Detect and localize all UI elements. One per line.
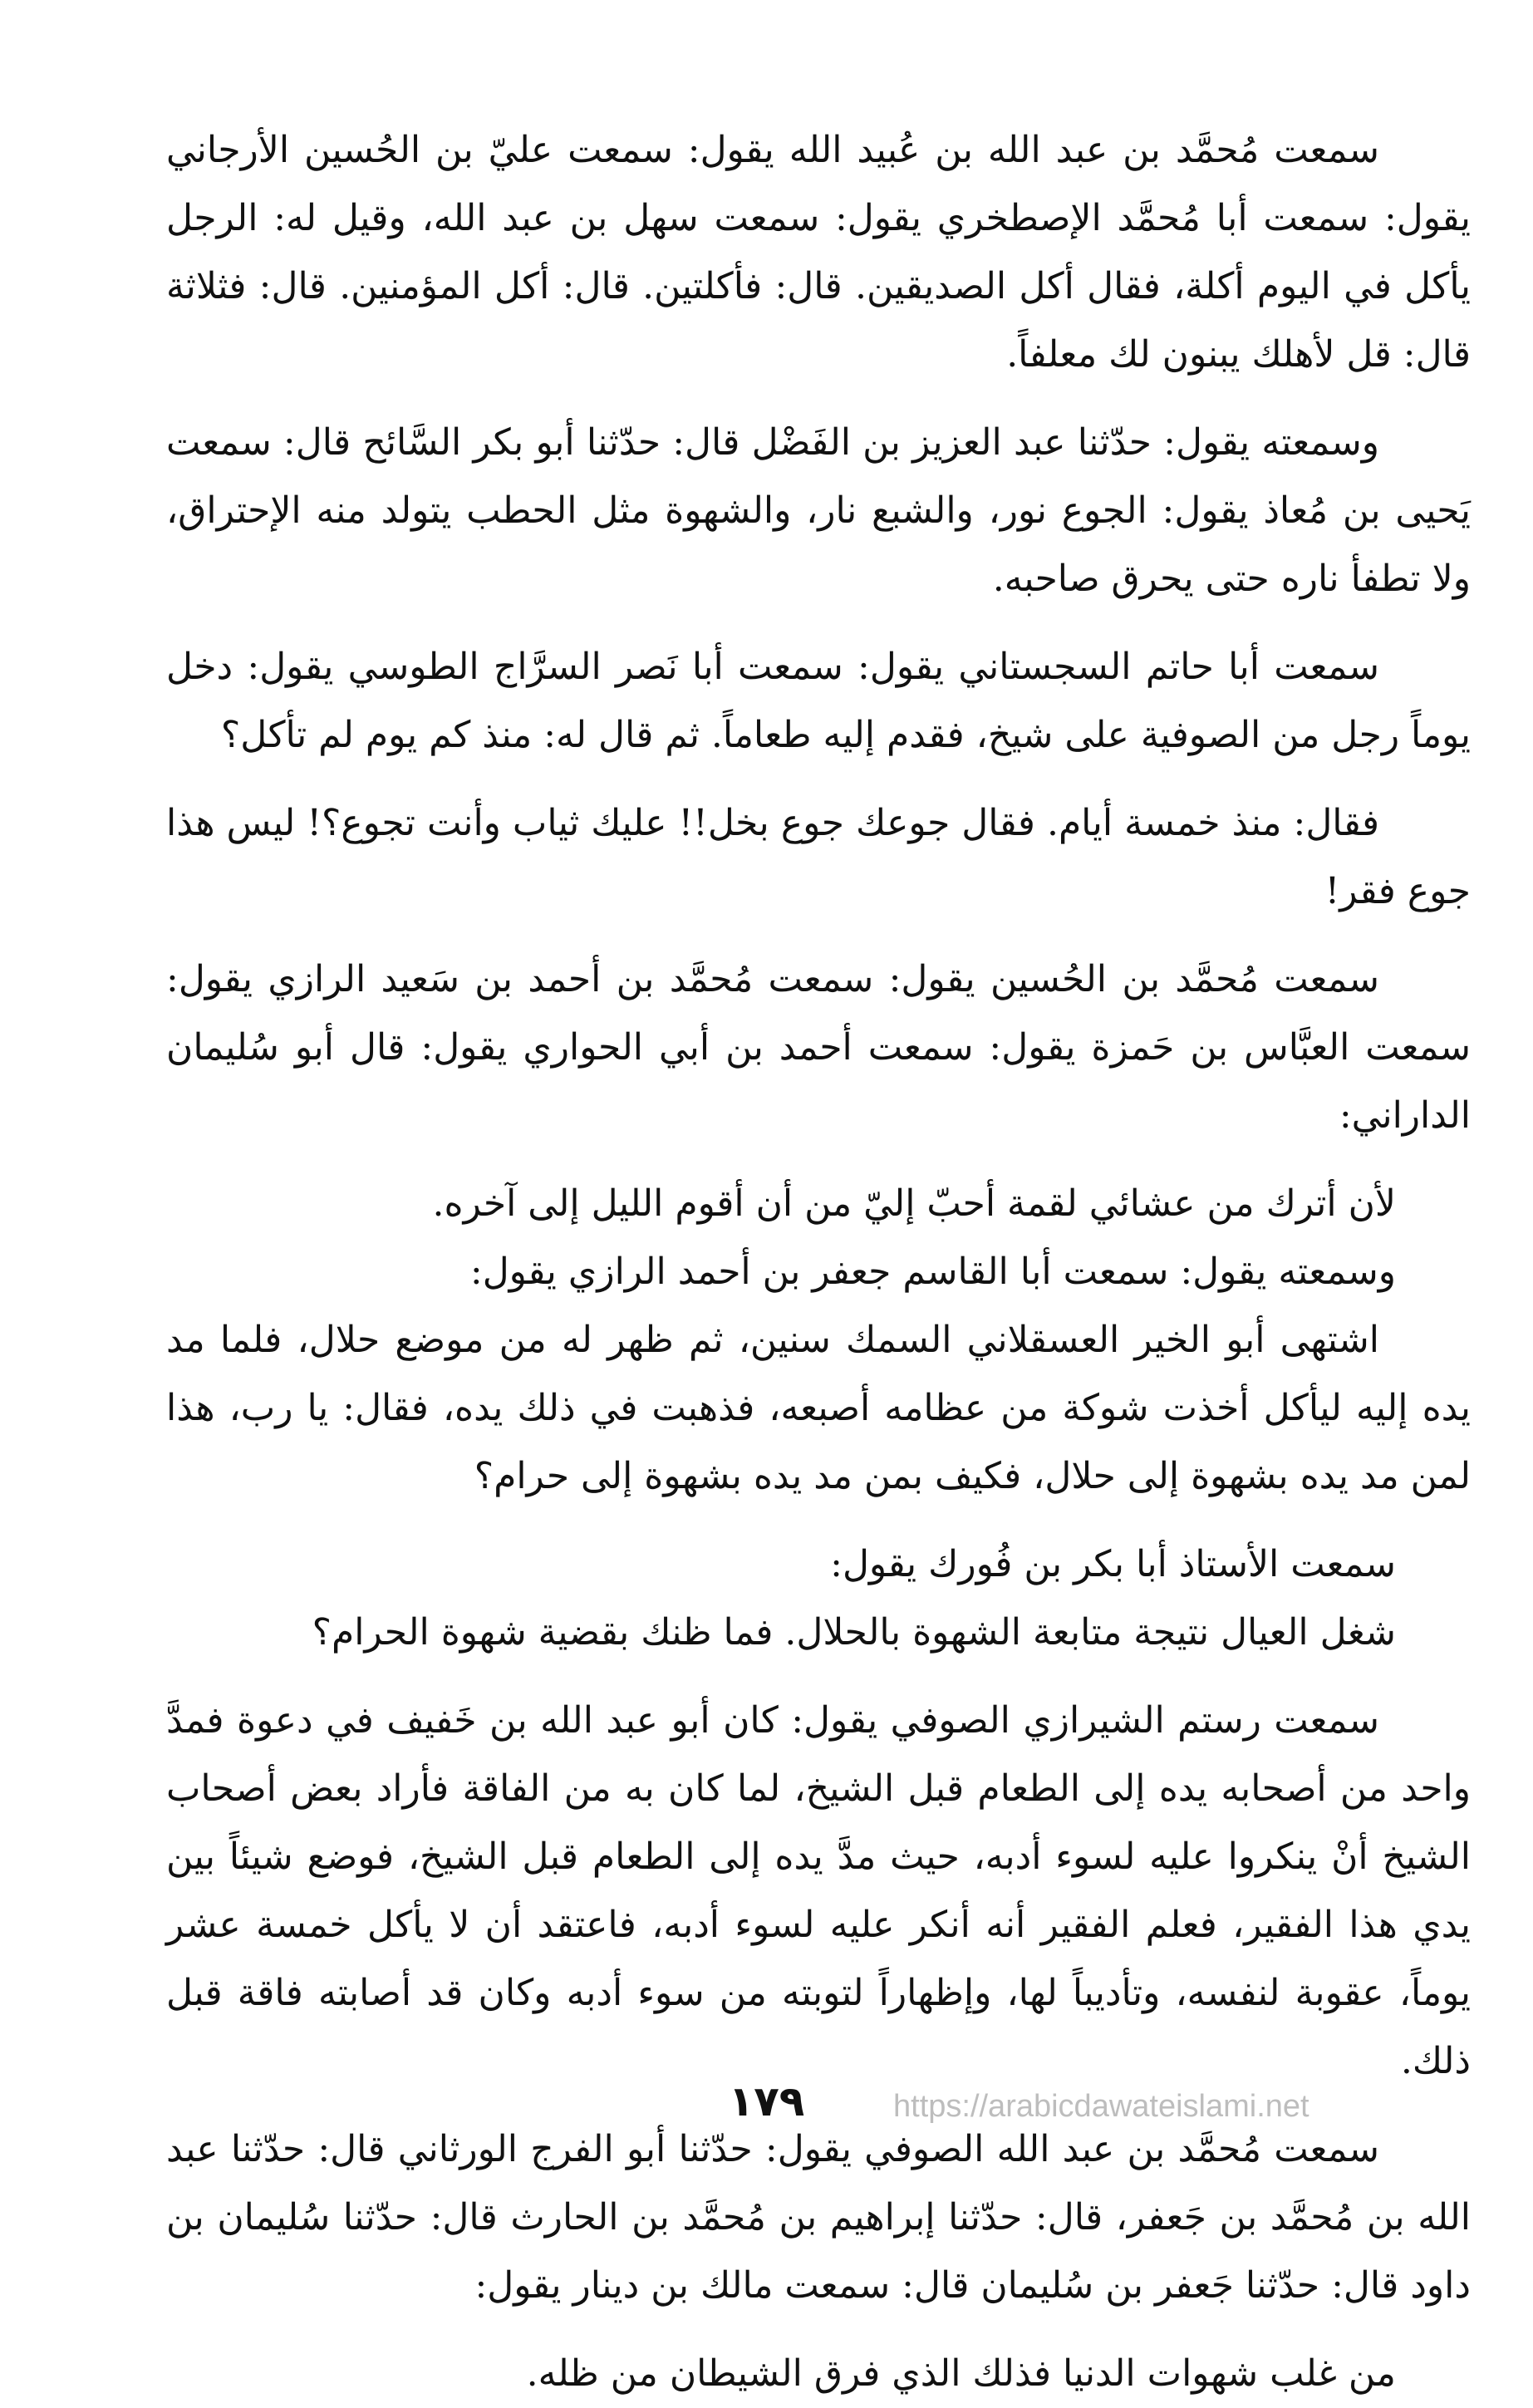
paragraph-5: سمعت مُحمَّد بن الحُسين يقول: سمعت مُحمَّد بن أحمد بن سَعيد الرازي يقول: سمعت العبَّاس بن حَمزة يقول: سمعت أحمد بن أبي الحواري يقول: قال أبو سُليمان الداراني: xyxy=(166,958,1471,1137)
paragraph-2: وسمعته يقول: حدّثنا عبد العزيز بن الفَضْل قال: حدّثنا أبو بكر السَّائح قال: سمعت يَحيى بن مُعاذ يقول: الجوع نور، والشبع نار، والشهوة مثل الحطب يتولد منه الإحتراق، ولا تطفأ ناره حتى يحرق صاحبه. xyxy=(166,421,1471,600)
quote-paragraph-1: لأن أترك من عشائي لقمة أحبّ إليّ من أن أقوم الليل إلى آخره. xyxy=(432,1182,1396,1225)
paragraph-3: سمعت أبا حاتم السجستاني يقول: سمعت أبا نَصر السرَّاج الطوسي يقول: دخل يوماً رجل من الصوفية على شيخ، فقدم إليه طعاماً. ثم قال له: منذ كم يوم لم تأكل؟ xyxy=(166,646,1471,756)
quote-paragraph-2: شغل العيال نتيجة متابعة الشهوة بالحلال. فما ظنك بقضية شهوة الحرام؟ xyxy=(312,1611,1396,1654)
watermark-url: https://arabicdawateislami.net xyxy=(893,2089,1309,2124)
paragraph-1: سمعت مُحمَّد بن عبد الله بن عُبيد الله يقول: سمعت عليّ بن الحُسين الأرجاني يقول: سمعت أبا مُحمَّد الإصطخري يقول: سمعت سهل بن عبد الله، وقيل له: الرجل يأكل في اليوم أكلة، فقال أكل الصديقين. قال: فأكلتين. قال: أكل المؤمنين. قال: فثلاثة قال: قل لأهلك يبنون لك معلفاً. xyxy=(166,129,1471,376)
paragraph-4: فقال: منذ خمسة أيام. فقال جوعك جوع بخل!! عليك ثياب وأنت تجوع؟! ليس هذا جوع فقر! xyxy=(166,802,1471,912)
paragraph-7: اشتهى أبو الخير العسقلاني السمك سنين، ثم ظهر له من موضع حلال، فلما مد يده إليه ليأكل أخذت شوكة من عظامه أصبعه، فذهبت في ذلك يده، فقال: يا رب، هذا لمن مد يده بشهوة إلى حلال، فكيف بمن مد يده بشهوة إلى حرام؟ xyxy=(166,1319,1471,1497)
page-body xyxy=(166,116,1471,2408)
quote-paragraph-3: من غلب شهوات الدنيا فذلك الذي فرق الشيطان من ظله. xyxy=(526,2352,1396,2395)
paragraph-10: سمعت مُحمَّد بن عبد الله الصوفي يقول: حدّثنا أبو الفرج الورثاني قال: حدّثنا عبد الله بن مُحمَّد بن جَعفر، قال: حدّثنا إبراهيم بن مُحمَّد بن الحارث قال: حدّثنا سُليمان بن داود قال: حدّثنا جَعفر بن سُليمان قال: سمعت مالك بن دينار يقول: xyxy=(166,2128,1471,2307)
page-number: ١٧٩ xyxy=(728,2077,805,2125)
paragraph-8: سمعت الأستاذ أبا بكر بن فُورك يقول: xyxy=(830,1543,1396,1585)
paragraph-9: سمعت رستم الشيرازي الصوفي يقول: كان أبو عبد الله بن خَفيف في دعوة فمدَّ واحد من أصحابه يده إلى الطعام قبل الشيخ، لما كان به من الفاقة فأراد بعض أصحاب الشيخ أنْ ينكروا عليه لسوء أدبه، حيث مدَّ يده إلى الطعام قبل الشيخ، فوضع شيئاً بين يدي هذا الفقير، فعلم الفقير أنه أنكر عليه لسوء أدبه، فاعتقد أن لا يأكل خمسة عشر يوماً، عقوبة لنفسه، وتأديباً لها، وإظهاراً لتوبته من سوء أدبه وكان قد أصابته فاقة قبل ذلك. xyxy=(166,1699,1471,2082)
paragraph-6: وسمعته يقول: سمعت أبا القاسم جعفر بن أحمد الرازي يقول: xyxy=(469,1251,1396,1293)
